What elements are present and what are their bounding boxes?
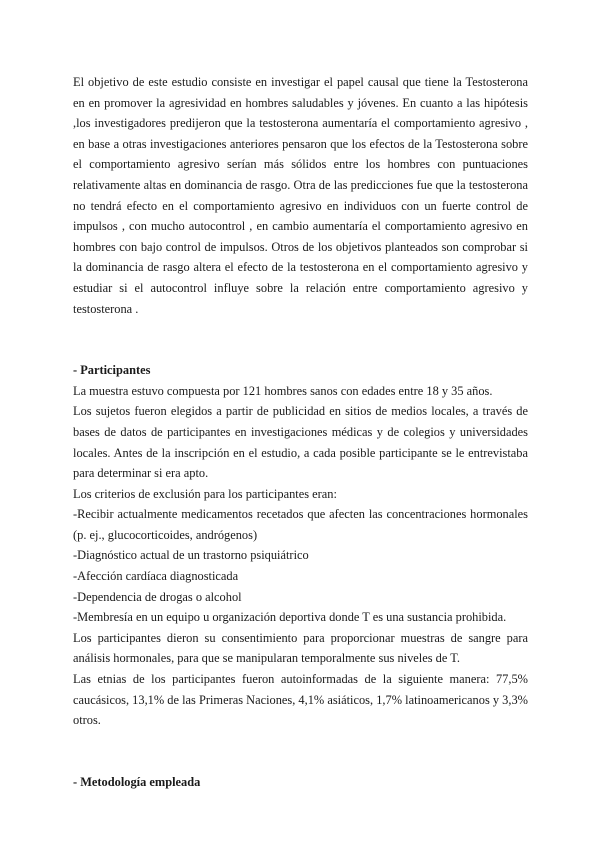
criterio-item: -Recibir actualmente medicamentos recetados que afecten las concentraciones hormonales (p. ej., glucocorticoides, andrógenos) — [73, 507, 528, 542]
criterios-intro: Los criterios de exclusión para los participantes eran: — [73, 486, 337, 501]
criterio-item: -Dependencia de drogas o alcohol — [73, 589, 242, 604]
participantes-heading: - Participantes — [73, 363, 151, 378]
sujetos-paragraph: Los sujetos fueron elegidos a partir de publicidad en sitios de medios locales, a través de bases de datos de participantes en investigaciones médicas y de colegios y universidades locales. Antes de la inscripción en el estudio, a cada posible participante se le entrevistaba para determinar si era apto. — [73, 404, 528, 481]
criterio-item: -Afección cardíaca diagnosticada — [73, 569, 239, 584]
muestra-text: La muestra estuvo compuesta por 121 hombres sanos con edades entre 18 y 35 años. — [73, 383, 493, 398]
document-body — [73, 72, 528, 792]
metodologia-heading: - Metodología empleada — [73, 774, 201, 789]
criterio-item: -Diagnóstico actual de un trastorno psiquiátrico — [73, 548, 309, 563]
intro-paragraph: El objetivo de este estudio consiste en investigar el papel causal que tiene la Testosterona en en promover la agresividad en hombres saludables y jóvenes. En cuanto a las hipótesis ,los investigadores predijeron que la testosterona aumentaría el comportamiento agresivo , en base a otras investigaciones anteriores pensaron que los efectos de la Testosterona sobre el comportamiento agresivo serían más sólidos entre los hombres con puntuaciones relativamente altas en dominancia de rasgo. Otra de las predicciones fue que la testosterona no tendrá efecto en el comportamiento agresivo en individuos con un fuerte control de impulsos , con mucho autocontrol , en cambio aumentaría el comportamiento agresivo en hombres con bajo control de impulsos. Otros de los objetivos planteados son comprobar si la dominancia de rasgo altera el efecto de la testosterona en el comportamiento agresivo y estudiar si el autocontrol influye sobre la relación entre comportamiento agresivo y testosterona . — [73, 75, 528, 316]
section-spacer — [73, 731, 528, 772]
section-spacer — [73, 319, 528, 360]
etnias-paragraph: Las etnias de los participantes fueron autoinformadas de la siguiente manera: 77,5% caucásicos, 13,1% de las Primeras Naciones, 4,1% asiáticos, 1,7% latinoamericanos y 3,3% otros. — [73, 672, 528, 728]
criterio-item: -Membresía en un equipo u organización deportiva donde T es una sustancia prohibida. — [73, 610, 507, 625]
consentimiento-paragraph: Los participantes dieron su consentimiento para proporcionar muestras de sangre para análisis hormonales, para que se manipularan temporalmente sus niveles de T. — [73, 630, 528, 666]
